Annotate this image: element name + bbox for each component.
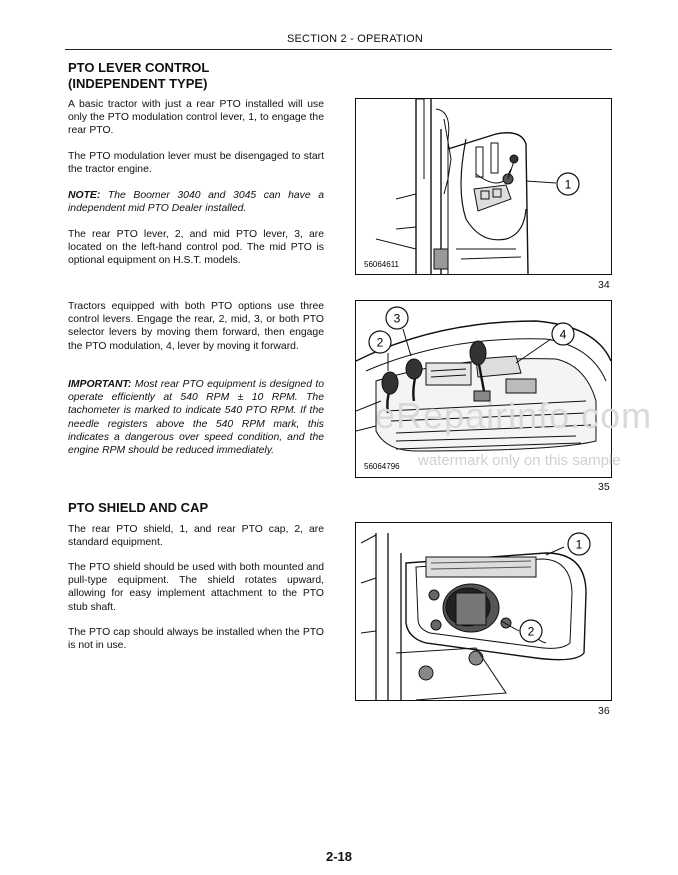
section-title-pto-shield: PTO SHIELD AND CAP [68, 500, 209, 515]
note-paragraph [68, 189, 324, 215]
figure-36-callout-2: 2 [527, 624, 535, 639]
figure-36-number: 36 [598, 705, 610, 717]
figure-35-callout-2: 2 [376, 335, 384, 350]
figure-34-callout-1: 1 [564, 177, 572, 192]
section-header: SECTION 2 - OPERATION [286, 33, 423, 45]
important-paragraph [68, 378, 324, 457]
figure-34-code: 56064611 [364, 260, 399, 269]
paragraph-three-levers: Tractors equipped with both PTO options use three control levers. Engage the rear, 2, mid, 3, or both PTO selector levers by moving them forward, then engage the PTO modulation, 4, lever by moving it forward. [68, 301, 324, 352]
figure-35-callout-4: 4 [559, 327, 567, 342]
paragraph-modulation-lever: The PTO modulation lever must be disengaged to start the tractor engine. [68, 151, 324, 176]
figure-34-control-pod [355, 98, 612, 275]
figure-35-callout-3: 3 [393, 311, 401, 326]
note-text: The Boomer 3040 and 3045 can have a independent mid PTO Dealer installed. [68, 190, 324, 215]
paragraph-rear-mid-levers: The rear PTO lever, 2, and mid PTO lever, 3, are located on the left-hand control pod. The mid PTO is optional equipment on H.S.T. models. [68, 229, 324, 267]
figure-36-illustration [356, 523, 611, 700]
figure-35-number: 35 [598, 481, 610, 493]
important-label: IMPORTANT: [68, 379, 132, 390]
header-rule [65, 49, 612, 50]
figure-36-callout-1: 1 [575, 537, 583, 552]
page-number: 2-18 [325, 849, 353, 864]
paragraph-basic-tractor: A basic tractor with just a rear PTO installed will use only the PTO modulation control lever, 1, to engage the rear PTO. [68, 99, 324, 137]
figure-34-number: 34 [598, 279, 610, 291]
note-label: NOTE: [68, 190, 101, 201]
paragraph-cap-usage: The PTO cap should always be installed when the PTO is not in use. [68, 627, 324, 652]
figure-35-code: 56064796 [364, 462, 400, 471]
paragraph-shield-cap: The rear PTO shield, 1, and rear PTO cap, 2, are standard equipment. [68, 524, 324, 549]
important-text: Most rear PTO equipment is designed to operate efficiently at 540 RPM ± 10 RPM. The tachometer is marked to indicate 540 PTO RPM. If the needle registers above the 540 RPM mark, this indicates a dangerous over speed condition, and the engine RPM should be reduced immediately. [68, 379, 324, 457]
watermark-notice: watermark only on this sample [418, 452, 621, 469]
section-title-pto-lever-control: PTO LEVER CONTROL (INDEPENDENT TYPE) [68, 60, 210, 91]
figure-36-pto-shield [355, 522, 612, 701]
watermark-site: eRepairinfo.com [375, 395, 653, 436]
paragraph-shield-usage: The PTO shield should be used with both mounted and pull-type equipment. The shield rotates upward, allowing for easy implement attachment to the PTO stub shaft. [68, 562, 324, 613]
figure-35-illustration [356, 301, 611, 477]
figure-34-illustration [356, 99, 611, 274]
